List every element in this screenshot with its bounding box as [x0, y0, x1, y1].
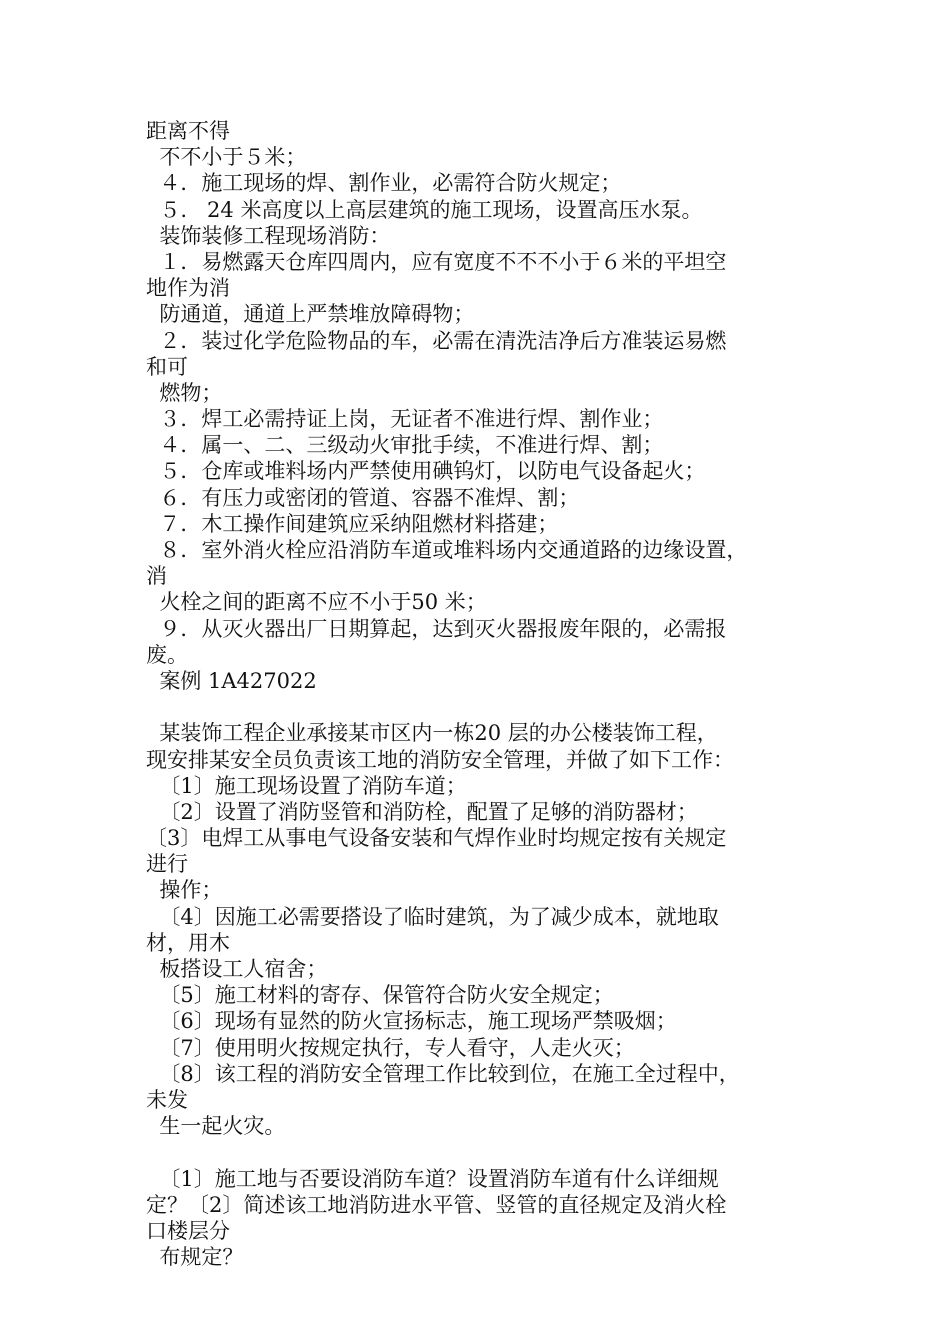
text-line — [146, 1139, 816, 1165]
text-line: １．易燃露天仓库四周内，应有宽度不不不小于６米的平坦空 — [146, 249, 727, 274]
text-line: 未发 — [146, 1087, 188, 1112]
text-line: ３．焊工必需持证上岗，无证者不准进行焊、割作业； — [146, 407, 664, 432]
text-line: ４．属一、二、三级动火审批手续，不准进行焊、割； — [146, 433, 664, 458]
text-line: 〔1〕施工地与否要设消防车道？设置消防车道有什么详细规 — [146, 1166, 719, 1191]
text-line — [146, 694, 816, 720]
text-line: 装饰装修工程现场消防： — [146, 223, 391, 248]
text-line: ７．木工操作间建筑应采纳阻燃材料搭建； — [146, 511, 559, 536]
text-line: 地作为消 — [146, 276, 230, 301]
text-line: 〔3〕电焊工从事电气设备安装和气焊作业时均规定按有关规定 — [146, 826, 727, 851]
text-line: ９．从灭火器出厂日期算起，达到灭火器报废年限的，必需报 — [146, 616, 727, 641]
text-line: 材，用木 — [146, 930, 230, 955]
text-line: ８．室外消火栓应沿消防车道或堆料场内交通道路的边缘设置， — [146, 538, 748, 562]
text-line: 案例 1A427022 — [146, 668, 317, 693]
text-line: 消 — [146, 564, 167, 589]
text-line: 〔1〕施工现场设置了消防车道； — [146, 773, 467, 798]
text-line: 距离不得 — [146, 119, 230, 143]
text-line: 〔6〕现场有显然的防火宣扬标志，施工现场严禁吸烟； — [146, 1009, 677, 1034]
document-body — [146, 118, 816, 1270]
text-line: 现安排某安全员负责该工地的消防安全管理，并做了如下工作： — [146, 747, 734, 772]
text-line: 定？〔2〕简述该工地消防进水平管、竖管的直径规定及消火栓 — [146, 1192, 727, 1217]
text-line: 进行 — [146, 852, 188, 877]
text-line: ５. 24 米高度以上高层建筑的施工现场，设置高压水泵。 — [146, 197, 703, 222]
text-line: 火栓之间的距离不应不小于50 米； — [146, 590, 487, 615]
text-line: ６．有压力或密闭的管道、容器不准焊、割； — [146, 485, 580, 510]
text-line: 防通道，通道上严禁堆放障碍物； — [146, 302, 475, 327]
text-line: 〔8〕该工程的消防安全管理工作比较到位，在施工全过程中， — [146, 1061, 740, 1086]
text-line: 〔5〕施工材料的寄存、保管符合防火安全规定； — [146, 983, 614, 1008]
text-line: 口楼层分 — [146, 1218, 230, 1243]
text-line: 不不小于５米； — [146, 145, 307, 170]
text-line: 〔2〕设置了消防竖管和消防栓，配置了足够的消防器材； — [146, 799, 698, 824]
text-line: 板搭设工人宿舍； — [146, 957, 328, 981]
text-line: 操作； — [146, 878, 223, 903]
text-line: ２．装过化学危险物品的车，必需在清洗洁净后方准装运易燃 — [146, 328, 727, 353]
text-line: 燃物； — [146, 380, 223, 405]
text-line: ５．仓库或堆料场内严禁使用碘钨灯，以防电气设备起火； — [146, 459, 706, 484]
text-line: ４．施工现场的焊、割作业，必需符合防火规定； — [146, 171, 622, 196]
text-line: 某装饰工程企业承接某市区内一栋20 层的办公楼装饰工程， — [146, 721, 718, 746]
text-line: 〔4〕因施工必需要搭设了临时建筑，为了减少成本，就地取 — [146, 904, 719, 929]
text-line: 〔7〕使用明火按规定执行，专人看守，人走火灭； — [146, 1035, 635, 1060]
text-line: 和可 — [146, 354, 188, 379]
text-line: 生一起火灾。 — [146, 1114, 286, 1139]
text-line: 布规定？ — [146, 1245, 244, 1270]
text-line: 废。 — [146, 642, 188, 667]
